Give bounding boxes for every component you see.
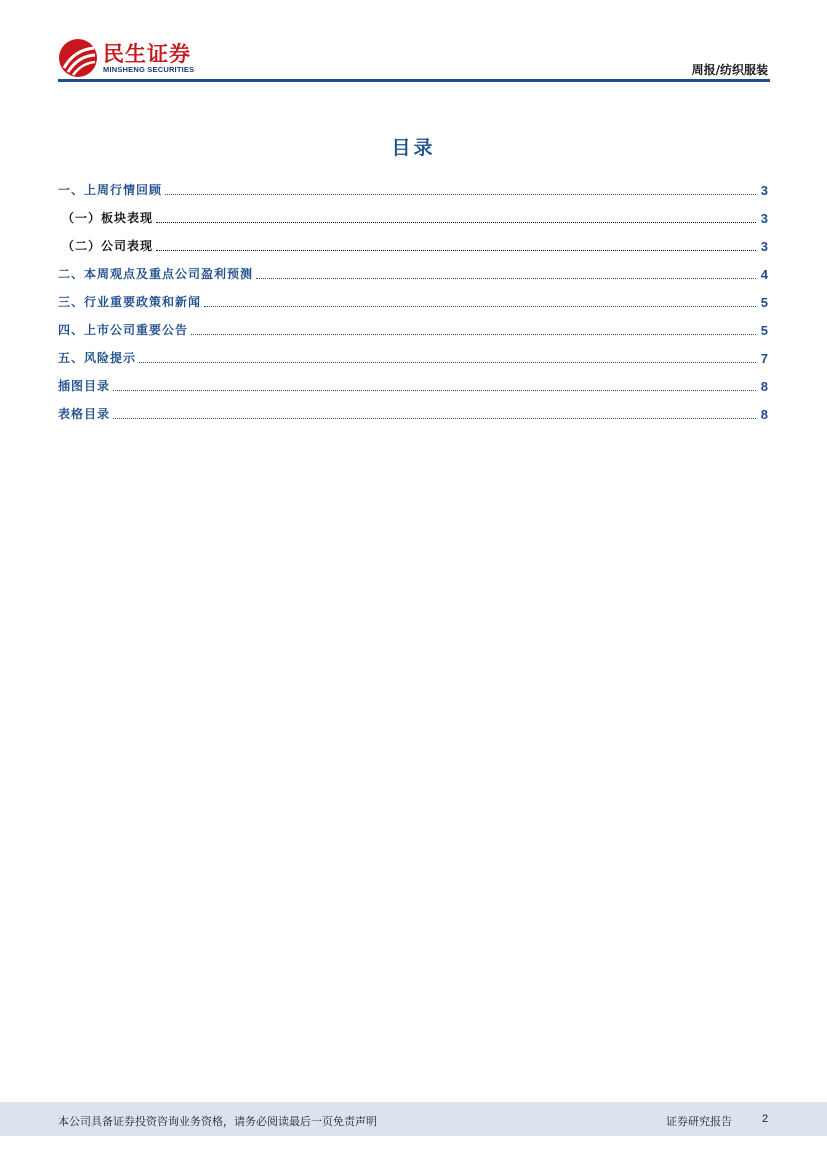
toc-entry[interactable] (58, 254, 768, 282)
toc-entry-label[interactable]: 一、上周行情回顾 (58, 183, 163, 197)
toc-entry[interactable] (58, 282, 768, 310)
toc-entry-label[interactable]: 五、风险提示 (58, 351, 137, 365)
toc-leader-dots (256, 277, 756, 279)
footer-disclaimer: 本公司具备证券投资咨询业务资格，请务必阅读最后一页免责声明 (58, 1115, 377, 1128)
toc-entry[interactable] (58, 170, 768, 198)
table-of-contents (58, 170, 768, 422)
toc-entry-page[interactable]: 5 (760, 295, 768, 310)
toc-entry-page[interactable]: 8 (760, 407, 768, 422)
toc-entry-page[interactable]: 3 (760, 211, 768, 226)
toc-entry-label[interactable]: 插图目录 (58, 379, 111, 393)
toc-title: 目录 (391, 137, 436, 159)
logo-text-en: MINSHENG SECURITIES (103, 65, 195, 74)
toc-leader-dots (139, 361, 756, 363)
toc-entry-page[interactable]: 7 (760, 351, 768, 366)
toc-leader-dots (156, 249, 756, 251)
toc-entry-page[interactable]: 4 (760, 267, 768, 282)
footer-page-number: 2 (762, 1113, 769, 1125)
toc-entry[interactable] (58, 394, 768, 422)
report-type: 周报/纺织服装 (691, 63, 768, 77)
toc-entry-label[interactable]: 三、行业重要政策和新闻 (58, 295, 202, 309)
toc-entry-label[interactable]: （二）公司表现 (62, 239, 154, 253)
toc-entry-label[interactable]: 二、本周观点及重点公司盈利预测 (58, 267, 254, 281)
toc-entry[interactable] (58, 226, 768, 254)
toc-entry-page[interactable]: 3 (760, 239, 768, 254)
footer-doc-type: 证券研究报告 (666, 1115, 732, 1128)
toc-entry-page[interactable]: 5 (760, 323, 768, 338)
logo-text-cn: 民生证券 (103, 42, 191, 66)
minsheng-logo (58, 36, 258, 82)
toc-entry[interactable] (58, 310, 768, 338)
toc-entry[interactable] (58, 198, 768, 226)
toc-entry-page[interactable]: 3 (760, 183, 768, 198)
toc-leader-dots (204, 305, 756, 307)
logo-emblem-icon (58, 38, 98, 78)
toc-entry-label[interactable]: 表格目录 (58, 407, 111, 421)
toc-entry[interactable] (58, 338, 768, 366)
page-footer (0, 1102, 827, 1136)
toc-entry-label[interactable]: 四、上市公司重要公告 (58, 323, 189, 337)
toc-entry[interactable] (58, 366, 768, 394)
header-divider (58, 79, 770, 82)
toc-leader-dots (191, 333, 756, 335)
toc-entry-label[interactable]: （一）板块表现 (62, 211, 154, 225)
toc-leader-dots (113, 389, 756, 391)
toc-leader-dots (156, 221, 756, 223)
toc-leader-dots (165, 193, 756, 195)
toc-leader-dots (113, 417, 756, 419)
toc-entry-page[interactable]: 8 (760, 379, 768, 394)
page-header (58, 36, 770, 82)
